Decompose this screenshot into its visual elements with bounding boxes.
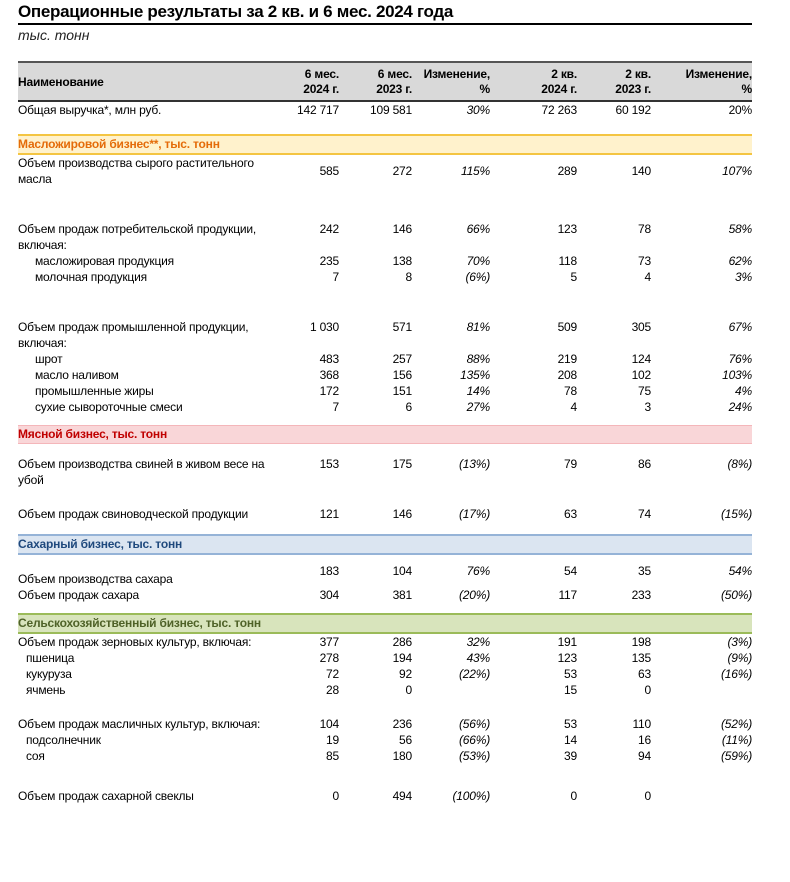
header-6m-2023: 6 мес. 2023 г. — [339, 62, 412, 101]
cell-2q-2023: 94 — [638, 749, 651, 763]
cell-6m-2024: 585 — [319, 164, 339, 178]
section-header-agro — [18, 614, 752, 633]
cell-2q-2024: 118 — [558, 254, 577, 268]
cell-change-2q: 3% — [735, 270, 752, 284]
cell-change-2q — [651, 682, 752, 698]
row-label: Объем производства свиней в живом весе на убой — [18, 457, 265, 487]
table-row — [18, 633, 752, 650]
cell-change-6m: 66% — [466, 222, 490, 236]
cell-6m-2024: 377 — [319, 635, 339, 649]
table-row — [18, 587, 752, 603]
cell-change-2q: 107% — [722, 164, 752, 178]
cell-change-2q: 20% — [728, 103, 752, 117]
table-row — [18, 506, 752, 522]
cell-2q-2024: 14 — [564, 733, 577, 747]
cell-2q-2024: 63 — [564, 507, 577, 521]
cell-2q-2024: 5 — [570, 270, 577, 284]
cell-change-6m: 43% — [466, 651, 490, 665]
cell-6m-2024: 7 — [332, 270, 339, 284]
cell-change-2q: (9%) — [727, 651, 752, 665]
row-label: масложировая продукция — [35, 254, 174, 268]
cell-6m-2024: 368 — [319, 368, 339, 382]
cell-2q-2023: 198 — [631, 635, 651, 649]
section-title: Масложировой бизнес**, тыс. тонн — [18, 135, 752, 154]
cell-2q-2024: 15 — [564, 683, 577, 697]
cell-change-6m: (66%) — [458, 733, 490, 747]
row-label: кукуруза — [26, 667, 72, 681]
cell-change-2q: (15%) — [720, 507, 752, 521]
cell-2q-2024: 53 — [564, 717, 577, 731]
header-6m-2024: 6 мес. 2024 г. — [280, 62, 339, 101]
row-label: промышленные жиры — [35, 384, 154, 398]
cell-2q-2024: 509 — [557, 320, 577, 334]
cell-2q-2023: 63 — [638, 667, 651, 681]
cell-6m-2024: 85 — [326, 749, 339, 763]
header-2q-2023: 2 кв. 2023 г. — [577, 62, 651, 101]
document-header — [18, 0, 752, 44]
cell-2q-2023: 4 — [644, 270, 651, 284]
header-2q-2024: 2 кв. 2024 г. — [533, 62, 577, 101]
cell-2q-2023: 135 — [631, 651, 651, 665]
cell-2q-2024: 78 — [564, 384, 577, 398]
cell-6m-2024: 72 — [326, 667, 339, 681]
cell-change-6m: (6%) — [465, 270, 490, 284]
header-change-6m: Изменение, % — [412, 62, 490, 101]
cell-2q-2023: 0 — [644, 789, 651, 803]
cell-6m-2023: 180 — [392, 749, 412, 763]
cell-6m-2024: 153 — [319, 457, 339, 471]
table-row — [18, 563, 752, 587]
cell-change-2q: 62% — [728, 254, 752, 268]
cell-change-2q — [651, 788, 752, 804]
cell-2q-2023: 110 — [632, 717, 651, 731]
cell-2q-2023: 16 — [638, 733, 651, 747]
row-label: Объем продаж масличных культур, включая: — [18, 717, 261, 731]
cell-change-6m: 27% — [466, 400, 490, 414]
cell-2q-2024: 123 — [557, 651, 577, 665]
table-row — [18, 269, 752, 285]
cell-change-2q: 4% — [735, 384, 752, 398]
cell-6m-2024: 483 — [319, 352, 339, 366]
table-row — [18, 399, 752, 415]
table-row — [18, 666, 752, 682]
table-row — [18, 319, 752, 351]
cell-change-2q: (11%) — [721, 733, 752, 747]
cell-6m-2023: 272 — [392, 164, 412, 178]
cell-6m-2023: 109 581 — [370, 103, 412, 117]
cell-change-2q: (50%) — [720, 588, 752, 602]
cell-change-6m: 30% — [466, 103, 490, 117]
cell-2q-2023: 124 — [631, 352, 651, 366]
cell-change-2q: 54% — [728, 564, 752, 578]
cell-change-6m: 88% — [466, 352, 490, 366]
cell-2q-2023: 86 — [638, 457, 651, 471]
section-header-meat — [18, 426, 752, 444]
cell-change-6m: 14% — [466, 384, 490, 398]
header-name: Наименование — [18, 62, 280, 101]
page-title: Операционные результаты за 2 кв. и 6 мес. 2024 года — [18, 0, 752, 25]
section-title: Мясной бизнес, тыс. тонн — [18, 426, 752, 444]
row-label: Объем продаж свиноводческой продукции — [18, 507, 248, 521]
cell-6m-2024: 142 717 — [297, 103, 339, 117]
cell-6m-2024: 121 — [319, 507, 339, 521]
table-row — [18, 253, 752, 269]
cell-6m-2023: 494 — [392, 789, 412, 803]
cell-6m-2024: 28 — [326, 683, 339, 697]
row-label: пшеница — [26, 651, 75, 665]
row-label: шрот — [35, 352, 63, 366]
cell-2q-2024: 4 — [570, 400, 577, 414]
cell-change-2q: 24% — [728, 400, 752, 414]
table-row — [18, 748, 752, 764]
row-label: молочная продукция — [35, 270, 147, 284]
cell-6m-2023: 194 — [392, 651, 412, 665]
table-row — [18, 456, 752, 488]
cell-2q-2023: 35 — [638, 564, 651, 578]
cell-2q-2024: 0 — [570, 789, 577, 803]
header-gap — [490, 62, 533, 101]
cell-change-2q: 76% — [728, 352, 752, 366]
cell-6m-2023: 146 — [392, 507, 412, 521]
cell-2q-2023: 0 — [644, 683, 651, 697]
section-title: Сахарный бизнес, тыс. тонн — [18, 535, 752, 554]
row-label: Объем продаж промышленной продукции, включая: — [18, 320, 249, 350]
cell-6m-2024: 0 — [332, 789, 339, 803]
cell-6m-2023: 175 — [392, 457, 412, 471]
cell-change-6m — [412, 682, 490, 698]
cell-change-6m: (17%) — [458, 507, 490, 521]
cell-change-2q: (52%) — [720, 717, 752, 731]
table-row — [18, 716, 752, 732]
row-label: ячмень — [26, 683, 66, 697]
cell-6m-2023: 156 — [392, 368, 412, 382]
row-label: Объем производства сырого растительного масла — [18, 156, 254, 186]
cell-6m-2024: 278 — [319, 651, 339, 665]
cell-2q-2024: 72 263 — [541, 103, 577, 117]
cell-2q-2024: 289 — [557, 164, 577, 178]
cell-6m-2023: 8 — [405, 270, 412, 284]
cell-2q-2023: 140 — [631, 164, 651, 178]
operational-results-table — [18, 61, 752, 804]
cell-2q-2024: 53 — [564, 667, 577, 681]
table-row — [18, 650, 752, 666]
cell-2q-2024: 191 — [557, 635, 577, 649]
table-row — [18, 732, 752, 748]
cell-change-6m: 81% — [466, 320, 490, 334]
cell-6m-2023: 56 — [399, 733, 412, 747]
cell-change-6m: (100%) — [452, 789, 490, 803]
cell-6m-2023: 381 — [392, 588, 412, 602]
cell-change-2q: (59%) — [720, 749, 752, 763]
row-label: Объем продаж зерновых культур, включая: — [18, 635, 252, 649]
cell-6m-2024: 235 — [319, 254, 339, 268]
cell-change-6m: 70% — [466, 254, 490, 268]
cell-change-6m: 115% — [460, 164, 490, 178]
cell-6m-2023: 236 — [392, 717, 412, 731]
cell-6m-2024: 304 — [319, 588, 339, 602]
row-label: масло наливом — [35, 368, 119, 382]
row-label: Объем продаж сахара — [18, 588, 139, 602]
cell-6m-2023: 104 — [392, 564, 412, 578]
cell-2q-2023: 233 — [631, 588, 651, 602]
cell-change-2q: 103% — [722, 368, 752, 382]
cell-change-2q: (3%) — [727, 635, 752, 649]
table-row — [18, 682, 752, 698]
cell-change-2q: (8%) — [727, 457, 752, 471]
cell-6m-2024: 7 — [332, 400, 339, 414]
cell-change-2q: 67% — [728, 320, 752, 334]
cell-2q-2023: 3 — [644, 400, 651, 414]
cell-change-6m: (20%) — [458, 588, 490, 602]
table-row-revenue — [18, 101, 752, 118]
cell-2q-2024: 123 — [557, 222, 577, 236]
cell-change-6m: 135% — [460, 368, 490, 382]
cell-change-6m: (22%) — [458, 667, 490, 681]
table-row — [18, 367, 752, 383]
cell-2q-2023: 60 192 — [615, 103, 651, 117]
cell-6m-2024: 104 — [319, 717, 339, 731]
table-header-row — [18, 62, 752, 101]
cell-6m-2023: 6 — [405, 400, 412, 414]
cell-2q-2023: 75 — [638, 384, 651, 398]
table-row — [18, 221, 752, 253]
cell-change-2q: 58% — [728, 222, 752, 236]
cell-2q-2023: 74 — [638, 507, 651, 521]
row-label: Общая выручка*, млн руб. — [18, 103, 162, 117]
cell-6m-2023: 257 — [392, 352, 412, 366]
cell-change-2q: (16%) — [720, 667, 752, 681]
cell-change-6m: (13%) — [458, 457, 490, 471]
cell-2q-2024: 208 — [557, 368, 577, 382]
section-title: Сельскохозяйственный бизнес, тыс. тонн — [18, 614, 752, 633]
row-label: Объем продаж сахарной свеклы — [18, 789, 194, 803]
row-label: Объем производства сахара — [18, 572, 173, 586]
units-subtitle: тыс. тонн — [18, 27, 90, 43]
cell-2q-2024: 39 — [564, 749, 577, 763]
section-header-oil — [18, 135, 752, 154]
cell-2q-2023: 102 — [631, 368, 651, 382]
row-label: Объем продаж потребительской продукции, включая: — [18, 222, 257, 252]
cell-2q-2023: 73 — [638, 254, 651, 268]
cell-6m-2024: 242 — [319, 222, 339, 236]
header-change-2q: Изменение, % — [651, 62, 752, 101]
cell-6m-2023: 0 — [405, 683, 412, 697]
cell-2q-2023: 305 — [631, 320, 651, 334]
cell-6m-2023: 138 — [392, 254, 412, 268]
cell-6m-2024: 183 — [319, 564, 339, 578]
cell-6m-2023: 571 — [392, 320, 412, 334]
cell-6m-2023: 146 — [392, 222, 412, 236]
cell-2q-2024: 117 — [558, 588, 577, 602]
cell-6m-2024: 172 — [319, 384, 339, 398]
row-label: сухие сывороточные смеси — [35, 400, 183, 414]
row-label: соя — [26, 749, 45, 763]
cell-6m-2024: 1 030 — [309, 320, 339, 334]
cell-2q-2024: 54 — [564, 564, 577, 578]
cell-change-6m: (53%) — [458, 749, 490, 763]
row-label: подсолнечник — [26, 733, 101, 747]
cell-2q-2023: 78 — [638, 222, 651, 236]
section-header-sugar — [18, 535, 752, 554]
cell-change-6m: (56%) — [458, 717, 490, 731]
table-row — [18, 154, 752, 187]
cell-6m-2024: 19 — [326, 733, 339, 747]
cell-6m-2023: 151 — [392, 384, 412, 398]
cell-change-6m: 76% — [466, 564, 490, 578]
cell-2q-2024: 79 — [564, 457, 577, 471]
cell-2q-2024: 219 — [557, 352, 577, 366]
cell-6m-2023: 286 — [392, 635, 412, 649]
table-row — [18, 383, 752, 399]
table-row — [18, 788, 752, 804]
cell-change-6m: 32% — [466, 635, 490, 649]
cell-6m-2023: 92 — [399, 667, 412, 681]
table-row — [18, 351, 752, 367]
